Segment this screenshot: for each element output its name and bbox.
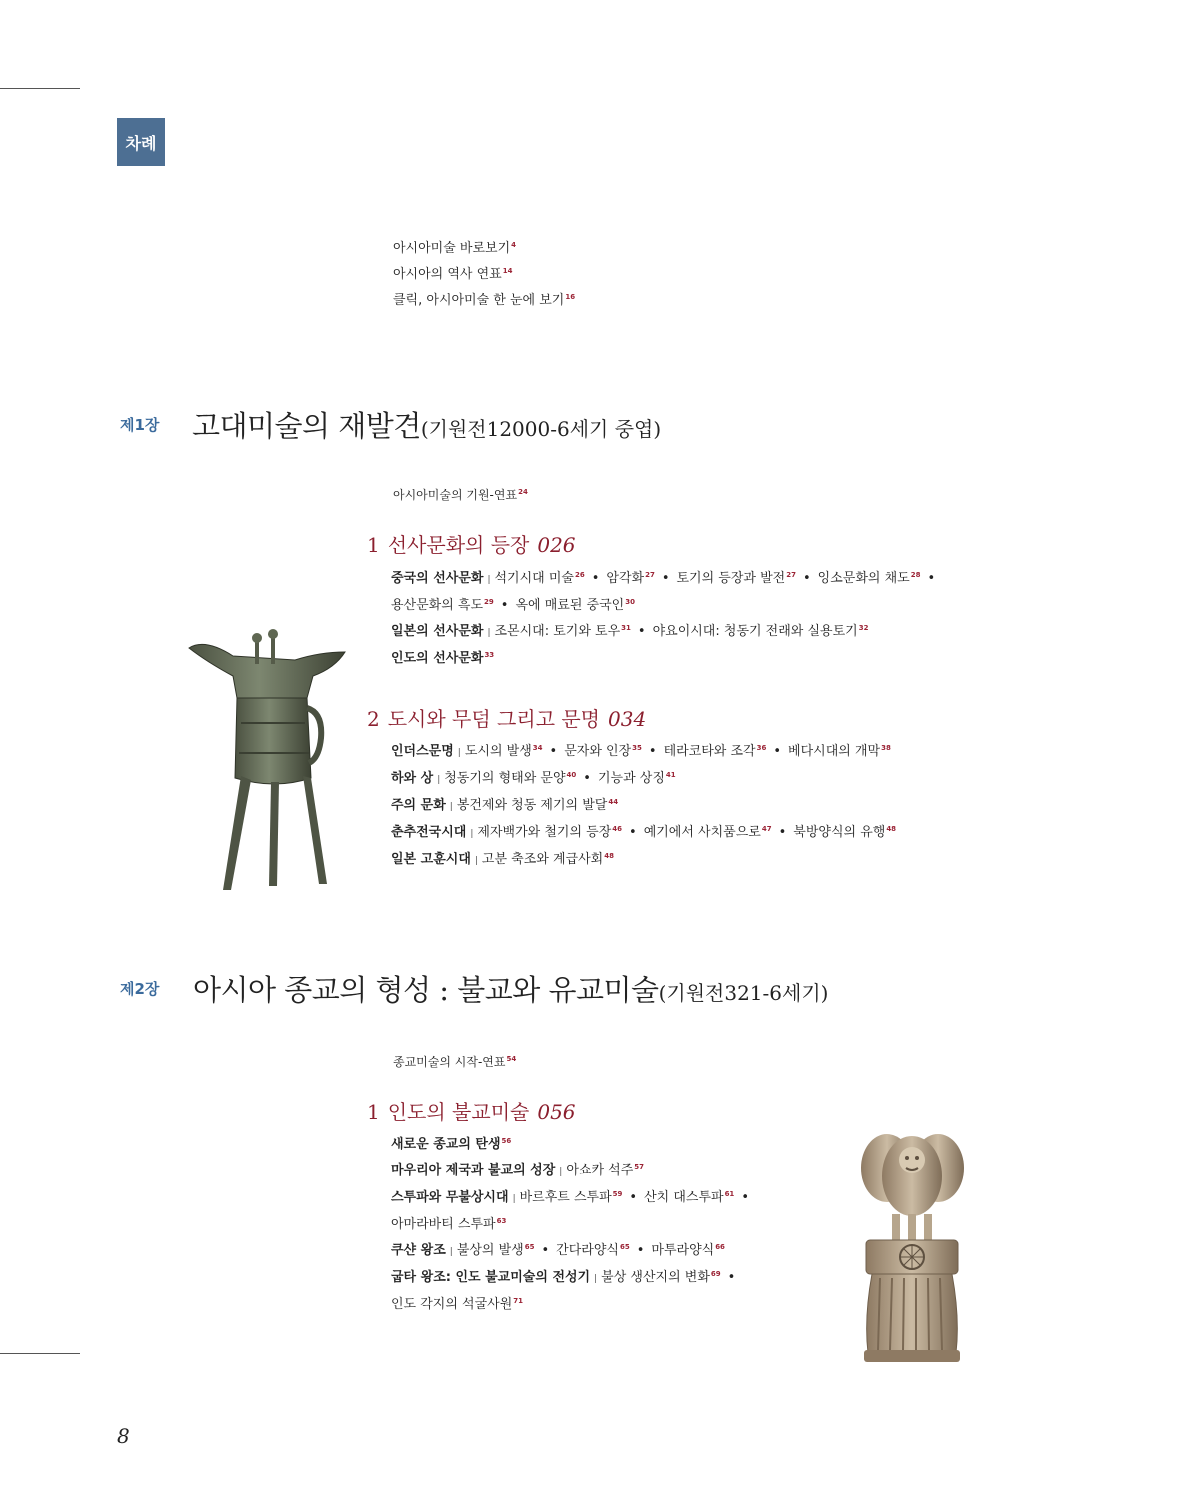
toc-topic[interactable]: 토기의 등장과 발전 — [676, 571, 786, 586]
lion-capital-illustration — [852, 1128, 972, 1368]
section-2-1-entries — [391, 1132, 756, 1318]
bottom-margin-rule — [0, 1353, 80, 1354]
toc-entry-heading[interactable]: 쿠샨 왕조 — [391, 1243, 446, 1258]
top-margin-rule — [0, 88, 80, 89]
page-ref: 44 — [608, 797, 619, 806]
page-ref: 63 — [496, 1216, 507, 1225]
bullet-separator: • — [591, 571, 600, 586]
page-ref: 40 — [566, 770, 577, 779]
page-ref: 14 — [502, 266, 513, 275]
toc-topic[interactable]: 옥에 매료된 중국인 — [515, 598, 625, 613]
page-ref: 31 — [621, 623, 631, 632]
page-ref: 28 — [910, 570, 921, 579]
page-ref: 29 — [484, 597, 494, 606]
toc-topic[interactable]: 바르후트 스투파 — [519, 1190, 612, 1205]
page-ref: 71 — [513, 1296, 524, 1305]
section-1-1-title[interactable]: 1 선사문화의 등장 026 — [367, 533, 576, 557]
toc-topic[interactable]: 문자와 인장 — [564, 744, 632, 759]
front-matter-item[interactable]: 아시아의 역사 연표$^{14}$ — [393, 266, 513, 282]
chapter-2-period: (기원전321-6세기) — [658, 981, 829, 1005]
bullet-separator: • — [629, 1190, 638, 1205]
page-ref: 65 — [524, 1242, 535, 1251]
toc-entry-line — [391, 1212, 756, 1238]
toc-entry-line — [391, 766, 896, 793]
chapter-2-timeline[interactable]: 종교미술의 시작-연표$^{54}$ — [393, 1055, 517, 1069]
heading-separator: | — [449, 1247, 453, 1257]
toc-entry-heading[interactable]: 춘추전국시대 — [391, 825, 467, 840]
heading-separator: | — [449, 802, 453, 812]
toc-topic[interactable]: 야요이시대: 청동기 전래와 실용토기 — [652, 624, 858, 639]
page-ref: 30 — [625, 597, 635, 606]
toc-entry-heading[interactable]: 굽타 왕조: 인도 불교미술의 전성기 — [391, 1270, 591, 1285]
toc-entry-line — [391, 1265, 756, 1292]
heading-separator: | — [474, 856, 478, 866]
chapter-1-title[interactable]: 고대미술의 재발견(기원전12000-6세기 중엽) — [192, 409, 662, 443]
bullet-separator: • — [741, 1190, 749, 1205]
toc-topic[interactable]: 제자백가와 철기의 등장 — [477, 825, 612, 840]
toc-entry-line — [391, 1185, 756, 1212]
bullet-separator: • — [648, 744, 657, 759]
toc-entry-line — [391, 1238, 756, 1265]
toc-entry-line — [391, 847, 896, 874]
toc-topic[interactable]: 테라코타와 조각 — [663, 744, 756, 759]
page-ref: 35 — [632, 743, 642, 752]
toc-entry-heading[interactable]: 하와 상 — [391, 771, 434, 786]
heading-separator: | — [559, 1167, 563, 1177]
toc-entry-line — [391, 593, 942, 619]
page-ref: 66 — [715, 1242, 725, 1251]
page-ref: 26 — [574, 570, 585, 579]
bullet-separator: • — [778, 825, 787, 840]
toc-entry-line — [391, 739, 896, 766]
bullet-separator: • — [802, 571, 811, 586]
page-ref: 48 — [886, 824, 897, 833]
page-ref: 16 — [565, 292, 576, 301]
toc-topic[interactable]: 불상 생산지의 변화 — [601, 1270, 710, 1285]
page-ref: 65 — [619, 1242, 630, 1251]
bullet-separator: • — [541, 1243, 550, 1258]
page-ref: 54 — [506, 1055, 517, 1063]
toc-entry-heading[interactable]: 중국의 선사문화 — [391, 571, 484, 586]
toc-topic[interactable]: 아쇼카 석주 — [566, 1163, 634, 1178]
toc-entry-line — [391, 1292, 756, 1318]
page-ref: 46 — [612, 824, 623, 833]
page-ref: 57 — [634, 1162, 645, 1171]
toc-badge: 차례 — [117, 118, 165, 166]
toc-topic[interactable]: 예기에서 사치품으로 — [643, 825, 761, 840]
toc-topic[interactable]: 아마라바티 스투파 — [391, 1217, 496, 1232]
toc-topic[interactable]: 고분 축조와 계급사회 — [481, 852, 604, 867]
page-ref: 47 — [761, 824, 772, 833]
toc-topic[interactable]: 조몬시대: 토기와 토우 — [494, 624, 621, 639]
toc-topic[interactable]: 석기시대 미술 — [494, 571, 574, 586]
bullet-separator: • — [549, 744, 558, 759]
page-ref: 38 — [881, 743, 891, 752]
toc-entry-line — [391, 619, 942, 646]
bullet-separator: • — [500, 598, 509, 613]
chapter-1-label: 제1장 — [120, 416, 160, 434]
heading-separator: | — [594, 1274, 598, 1284]
toc-topic[interactable]: 용산문화의 흑도 — [391, 598, 484, 613]
heading-separator: | — [487, 628, 491, 638]
page-ref: 48 — [604, 851, 614, 860]
page-ref: 59 — [612, 1189, 623, 1198]
toc-entry-heading[interactable]: 주의 문화 — [391, 798, 446, 813]
page-ref: 41 — [665, 770, 676, 779]
toc-topic[interactable]: 베다시대의 개막 — [788, 744, 881, 759]
front-matter-item[interactable]: 클릭, 아시아미술 한 눈에 보기$^{16}$ — [393, 292, 576, 308]
heading-separator: | — [437, 775, 441, 785]
toc-topic[interactable]: 불상의 발생 — [456, 1243, 524, 1258]
toc-entry-line — [391, 793, 896, 820]
page-ref: 56 — [501, 1136, 512, 1145]
toc-entry-line — [391, 820, 896, 847]
chapter-1-period: (기원전12000-6세기 중엽) — [420, 417, 662, 441]
toc-topic[interactable]: 청동기의 형태와 문양 — [444, 771, 566, 786]
toc-topic[interactable]: 도시의 발생 — [464, 744, 532, 759]
section-1-1-entries — [391, 566, 942, 672]
toc-entry-line — [391, 566, 942, 593]
toc-entry-heading[interactable]: 일본 고훈시대 — [391, 852, 471, 867]
page-ref: 32 — [858, 623, 869, 632]
section-1-2-entries — [391, 739, 896, 874]
toc-topic[interactable]: 북방양식의 유행 — [793, 825, 886, 840]
toc-entry-heading[interactable]: 스투파와 무불상시대 — [391, 1190, 509, 1205]
page-ref: 27 — [786, 570, 796, 579]
toc-topic[interactable]: 암각화 — [606, 571, 645, 586]
bronze-jue-vessel-illustration — [185, 628, 350, 893]
bullet-separator: • — [629, 825, 637, 840]
toc-topic[interactable]: 간다라양식 — [556, 1243, 619, 1258]
heading-separator: | — [457, 748, 461, 758]
page-ref: 34 — [532, 743, 543, 752]
toc-entry-heading[interactable]: 인더스문명 — [391, 744, 454, 759]
toc-entry-line — [391, 646, 942, 672]
front-matter-item[interactable]: 아시아미술 바로보기$^4$ — [393, 240, 517, 256]
toc-topic[interactable]: 산치 대스투파 — [644, 1190, 724, 1205]
section-2-1-title[interactable]: 1 인도의 불교미술 056 — [367, 1100, 576, 1124]
bullet-separator: • — [661, 571, 670, 586]
toc-entry-line — [391, 1158, 756, 1185]
toc-topic[interactable]: 인도 각지의 석굴사원 — [391, 1297, 513, 1312]
page-number: 8 — [117, 1424, 130, 1448]
toc-topic[interactable]: 봉건제와 청동 제기의 발달 — [456, 798, 608, 813]
page-ref: 4 — [511, 240, 517, 249]
heading-separator: | — [487, 575, 491, 585]
bullet-separator: • — [637, 624, 646, 639]
heading-separator: | — [470, 829, 474, 839]
page-ref: 27 — [645, 570, 655, 579]
page-ref: 61 — [724, 1189, 735, 1198]
bullet-separator: • — [773, 744, 782, 759]
chapter-2-label: 제2장 — [120, 980, 160, 998]
front-matter-list — [393, 236, 575, 314]
toc-entry-heading[interactable]: 마우리아 제국과 불교의 성장 — [391, 1163, 556, 1178]
bullet-separator: • — [583, 771, 591, 786]
toc-topic[interactable]: 기능과 상징 — [597, 771, 665, 786]
toc-entry-heading[interactable]: 인도의 선사문화 — [391, 651, 484, 666]
bullet-separator: • — [727, 1270, 736, 1285]
toc-topic[interactable]: 마투라양식 — [651, 1243, 715, 1258]
page-ref: 36 — [756, 743, 767, 752]
section-1-2-title[interactable]: 2 도시와 무덤 그리고 문명 034 — [367, 707, 647, 731]
page-ref: 33 — [484, 650, 495, 659]
toc-entry-heading[interactable]: 새로운 종교의 탄생 — [391, 1137, 501, 1152]
bullet-separator: • — [636, 1243, 645, 1258]
page-ref: 24 — [518, 488, 528, 496]
heading-separator: | — [512, 1194, 516, 1204]
toc-entry-heading[interactable]: 일본의 선사문화 — [391, 624, 484, 639]
toc-topic[interactable]: 잉소문화의 채도 — [817, 571, 910, 586]
chapter-2-title[interactable]: 아시아 종교의 형성 : 불교와 유교미술(기원전321-6세기) — [193, 973, 829, 1007]
bullet-separator: • — [927, 571, 936, 586]
chapter-1-timeline[interactable]: 아시아미술의 기원-연표$^{24}$ — [393, 488, 528, 502]
toc-entry-line — [391, 1132, 756, 1158]
page-ref: 69 — [710, 1269, 721, 1278]
